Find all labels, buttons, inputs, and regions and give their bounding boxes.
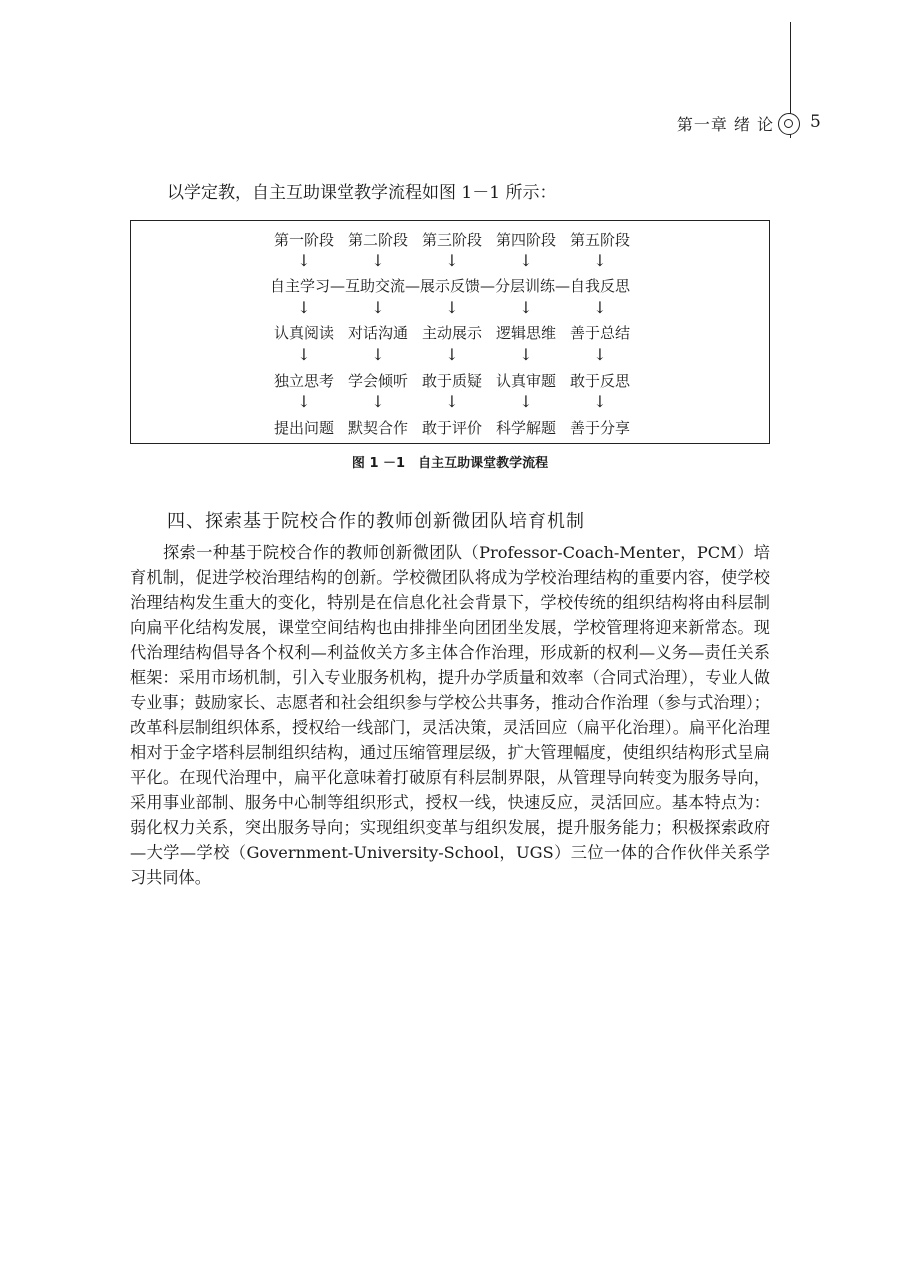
down-arrow-icon: ↓ bbox=[445, 345, 459, 364]
down-arrow-icon: ↓ bbox=[297, 298, 311, 317]
stage-row bbox=[267, 229, 637, 250]
skill-label: 敢于评价 bbox=[421, 419, 482, 437]
down-arrow-icon: ↓ bbox=[593, 392, 607, 411]
section-heading: 四、探索基于院校合作的教师创新微团队培育机制 bbox=[167, 511, 585, 532]
arrow-row bbox=[267, 298, 637, 317]
down-arrow-icon: ↓ bbox=[445, 298, 459, 317]
header-ornament-icon bbox=[778, 113, 800, 135]
skill-label: 善于分享 bbox=[569, 419, 630, 437]
process-chain: 自主学习—互助交流—展示反馈—分层训练—自我反思 bbox=[270, 277, 631, 295]
skill-label: 敢于质疑 bbox=[421, 372, 482, 390]
down-arrow-icon: ↓ bbox=[445, 251, 459, 270]
skill-row bbox=[267, 370, 637, 391]
stage-label: 第四阶段 bbox=[495, 231, 556, 249]
skill-label: 认真审题 bbox=[495, 372, 556, 390]
down-arrow-icon: ↓ bbox=[297, 251, 311, 270]
skill-row bbox=[267, 322, 637, 343]
down-arrow-icon: ↓ bbox=[519, 251, 533, 270]
stage-label: 第五阶段 bbox=[569, 231, 630, 249]
stage-label: 第二阶段 bbox=[347, 231, 408, 249]
arrow-row bbox=[267, 251, 637, 270]
skill-label: 科学解题 bbox=[495, 419, 556, 437]
stage-label: 第一阶段 bbox=[273, 231, 334, 249]
skill-label: 善于总结 bbox=[569, 324, 630, 342]
skill-label: 提出问题 bbox=[273, 419, 334, 437]
flow-figure bbox=[130, 220, 770, 444]
down-arrow-icon: ↓ bbox=[519, 298, 533, 317]
arrow-row bbox=[267, 345, 637, 364]
skill-label: 默契合作 bbox=[347, 419, 408, 437]
down-arrow-icon: ↓ bbox=[297, 345, 311, 364]
skill-label: 学会倾听 bbox=[347, 372, 408, 390]
skill-label: 敢于反思 bbox=[569, 372, 630, 390]
down-arrow-icon: ↓ bbox=[593, 345, 607, 364]
down-arrow-icon: ↓ bbox=[519, 392, 533, 411]
down-arrow-icon: ↓ bbox=[445, 392, 459, 411]
down-arrow-icon: ↓ bbox=[593, 298, 607, 317]
stage-label: 第三阶段 bbox=[421, 231, 482, 249]
down-arrow-icon: ↓ bbox=[371, 298, 385, 317]
skill-label: 独立思考 bbox=[273, 372, 334, 390]
down-arrow-icon: ↓ bbox=[519, 345, 533, 364]
skill-row bbox=[267, 417, 637, 438]
arrow-row bbox=[267, 392, 637, 411]
skill-label: 对话沟通 bbox=[347, 324, 408, 342]
skill-label: 主动展示 bbox=[421, 324, 482, 342]
down-arrow-icon: ↓ bbox=[297, 392, 311, 411]
intro-text: 以学定教，自主互助课堂教学流程如图 1－1 所示： bbox=[167, 183, 557, 203]
down-arrow-icon: ↓ bbox=[371, 392, 385, 411]
down-arrow-icon: ↓ bbox=[593, 251, 607, 270]
skill-label: 逻辑思维 bbox=[495, 324, 556, 342]
running-header: 第一章 绪 论 bbox=[676, 115, 774, 134]
page-number: 5 bbox=[810, 112, 821, 132]
skill-label: 认真阅读 bbox=[273, 324, 334, 342]
figure-caption: 图 1 －1 自主互助课堂教学流程 bbox=[351, 456, 549, 471]
down-arrow-icon: ↓ bbox=[371, 251, 385, 270]
body-paragraph: 探索一种基于院校合作的教师创新微团队（Professor-Coach-Menter，PCM）培育机制，促进学校治理结构的创新。学校微团队将成为学校治理结构的重要内容，使学校治理结构发生重大的变化，特别是在信息化社会背景下，学校传统的组织结构将由科层制向扁平化结构发展，课堂空间结构也由排排坐向团团坐发展，学校管理将迎来新常态。现代治理结构倡导各个权利—利益攸关方多主体合作治理，形成新的权利—义务—责任关系框架：采用市场机制，引入专业服务机构，提升办学质量和效率（合同式治理），专业人做专业事；鼓励家长、志愿者和社会组织参与学校公共事务，推动合作治理（参与式治理）；改革科层制组织体系，授权给一线部门，灵活决策，灵活回应（扁平化治理）。扁平化治理相对于金字塔科层制组织结构，通过压缩管理层级，扩大管理幅度，使组织结构形式呈扁平化。在现代治理中，扁平化意味着打破原有科层制界限，从管理导向转变为服务导向，采用事业部制、服务中心制等组织形式，授权一线，快速反应，灵活回应。基本特点为：弱化权力关系，突出服务导向；实现组织变革与组织发展，提升服务能力；积极探索政府—大学—学校（Government-University-School，UGS）三位一体的合作伙伴关系学习共同体。 bbox=[130, 543, 770, 887]
down-arrow-icon: ↓ bbox=[371, 345, 385, 364]
